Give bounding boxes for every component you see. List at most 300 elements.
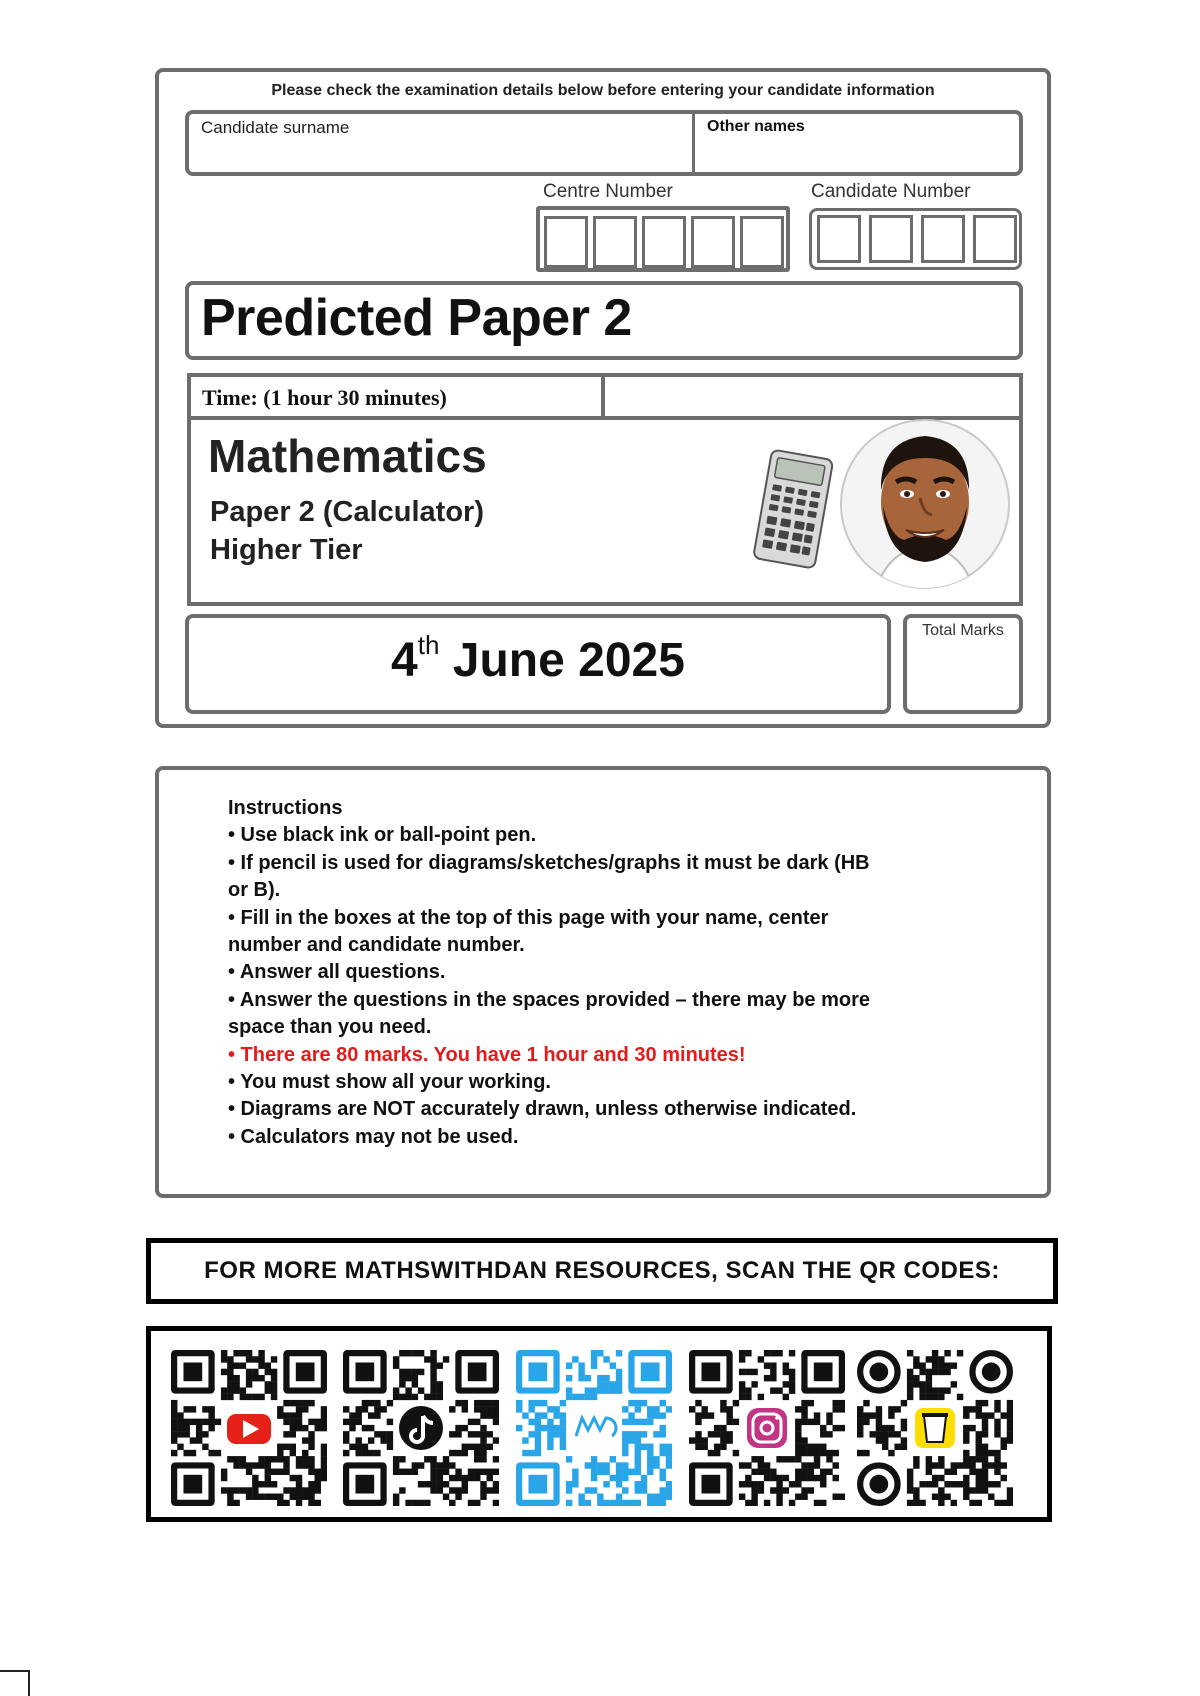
qr-module	[603, 1481, 609, 1487]
qr-module	[308, 1494, 314, 1500]
qr-module	[660, 1412, 666, 1418]
candidate-digit-1[interactable]	[817, 215, 861, 263]
qr-module	[171, 1431, 177, 1437]
qr-module	[994, 1500, 1000, 1506]
qr-module	[622, 1444, 628, 1450]
qr-module	[585, 1394, 591, 1400]
qr-module	[246, 1462, 252, 1468]
qr-module	[808, 1450, 814, 1456]
centre-digit-4[interactable]	[691, 216, 735, 268]
qr-module	[820, 1450, 826, 1456]
qr-module	[437, 1394, 443, 1400]
qr-module	[988, 1450, 994, 1456]
qr-module	[522, 1437, 528, 1443]
qr-module	[528, 1431, 534, 1437]
qr-module	[647, 1462, 653, 1468]
qr-module	[315, 1487, 321, 1493]
qr-module	[547, 1406, 553, 1412]
qr-module	[833, 1450, 839, 1456]
youtube-icon	[223, 1402, 275, 1454]
qr-module	[876, 1437, 882, 1443]
qr-module	[982, 1419, 988, 1425]
paper-number: Paper 2 (Calculator)	[210, 496, 484, 528]
instructions-heading: Instructions	[228, 797, 343, 819]
qr-module	[714, 1444, 720, 1450]
candidate-number-boxes[interactable]	[809, 208, 1022, 270]
qr-module	[591, 1356, 597, 1362]
qr-module	[290, 1431, 296, 1437]
qr-module	[795, 1456, 801, 1462]
qr-module	[770, 1469, 776, 1475]
qr-module	[666, 1456, 672, 1462]
qr-module	[951, 1462, 957, 1468]
qr-module	[963, 1475, 969, 1481]
qr-module	[560, 1425, 566, 1431]
qr-module	[271, 1375, 277, 1381]
qr-module	[951, 1500, 957, 1506]
qr-module	[252, 1394, 258, 1400]
qr-module	[641, 1419, 647, 1425]
qr-module	[455, 1469, 461, 1475]
qr-module	[296, 1462, 302, 1468]
coffee-qr-code[interactable]	[857, 1350, 1013, 1506]
qr-module	[183, 1419, 189, 1425]
qr-module	[321, 1412, 327, 1418]
qr-module	[635, 1462, 641, 1468]
qr-module	[770, 1487, 776, 1493]
qr-module	[290, 1425, 296, 1431]
qr-module	[183, 1450, 189, 1456]
qr-module	[233, 1375, 239, 1381]
qr-module	[808, 1462, 814, 1468]
qr-module	[666, 1462, 672, 1468]
qr-module	[443, 1462, 449, 1468]
qr-module	[302, 1487, 308, 1493]
qr-module	[833, 1406, 839, 1412]
qr-module	[720, 1400, 726, 1406]
qr-module	[393, 1456, 399, 1462]
qr-module	[926, 1356, 932, 1362]
qr-module	[714, 1431, 720, 1437]
qr-module	[1007, 1487, 1013, 1493]
resources-banner	[146, 1238, 1058, 1304]
qr-module	[795, 1469, 801, 1475]
qr-module	[745, 1387, 751, 1393]
qr-module	[443, 1494, 449, 1500]
qr-module	[265, 1369, 271, 1375]
qr-module	[227, 1494, 233, 1500]
qr-module	[399, 1375, 405, 1381]
paper-title: Predicted Paper 2	[201, 289, 632, 347]
qr-module	[641, 1475, 647, 1481]
qr-module	[190, 1450, 196, 1456]
qr-module	[252, 1356, 258, 1362]
qr-module	[622, 1487, 628, 1493]
qr-module	[302, 1400, 308, 1406]
qr-module	[660, 1425, 666, 1431]
qr-module	[919, 1481, 925, 1487]
qr-module	[493, 1400, 499, 1406]
qr-module	[801, 1494, 807, 1500]
qr-module	[833, 1494, 839, 1500]
qr-module	[982, 1462, 988, 1468]
qr-module	[789, 1369, 795, 1375]
youtube-qr-code[interactable]	[171, 1350, 327, 1506]
qr-module	[801, 1437, 807, 1443]
qr-module	[976, 1450, 982, 1456]
qr-module	[455, 1487, 461, 1493]
qr-module	[869, 1412, 875, 1418]
qr-module	[776, 1487, 782, 1493]
qr-module	[547, 1437, 553, 1443]
qr-module	[418, 1481, 424, 1487]
qr-module	[726, 1412, 732, 1418]
qr-module	[412, 1394, 418, 1400]
mwd-logo-icon	[568, 1402, 620, 1454]
qr-module	[271, 1481, 277, 1487]
qr-module	[814, 1444, 820, 1450]
qr-module	[227, 1369, 233, 1375]
qr-module	[258, 1481, 264, 1487]
qr-module	[290, 1450, 296, 1456]
qr-module	[277, 1412, 283, 1418]
qr-module	[258, 1494, 264, 1500]
qr-module	[783, 1456, 789, 1462]
qr-module	[343, 1431, 349, 1437]
qr-module	[641, 1431, 647, 1437]
centre-digit-2[interactable]	[593, 216, 637, 268]
qr-module	[308, 1500, 314, 1506]
qr-module	[951, 1381, 957, 1387]
qr-module	[487, 1406, 493, 1412]
qr-module	[553, 1425, 559, 1431]
qr-module	[215, 1419, 221, 1425]
qr-module	[265, 1456, 271, 1462]
qr-module	[468, 1469, 474, 1475]
centre-digit-5[interactable]	[740, 216, 784, 268]
instruction-line: • Calculators may not be used.	[228, 1125, 519, 1148]
qr-module	[405, 1500, 411, 1506]
qr-module	[430, 1369, 436, 1375]
qr-module	[720, 1425, 726, 1431]
qr-module	[720, 1431, 726, 1437]
qr-module	[801, 1469, 807, 1475]
qr-module	[660, 1469, 666, 1475]
qr-module	[647, 1406, 653, 1412]
qr-module	[246, 1469, 252, 1475]
qr-module	[789, 1375, 795, 1381]
qr-module	[412, 1381, 418, 1387]
qr-module	[233, 1362, 239, 1368]
qr-module	[591, 1456, 597, 1462]
exam-date	[185, 630, 891, 688]
qr-module	[572, 1356, 578, 1362]
qr-module	[202, 1431, 208, 1437]
instruction-line: • You must show all your working.	[228, 1071, 551, 1094]
qr-module	[591, 1387, 597, 1393]
instagram-qr-code[interactable]	[689, 1350, 845, 1506]
qr-module	[963, 1412, 969, 1418]
qr-module	[468, 1431, 474, 1437]
qr-module	[932, 1362, 938, 1368]
qr-module	[560, 1437, 566, 1443]
qr-module	[560, 1431, 566, 1437]
qr-module	[635, 1487, 641, 1493]
qr-module	[938, 1394, 944, 1400]
qr-module	[764, 1475, 770, 1481]
candidate-digit-2[interactable]	[869, 215, 913, 263]
qr-module	[1007, 1406, 1013, 1412]
qr-module	[430, 1381, 436, 1387]
qr-module	[635, 1406, 641, 1412]
qr-module	[572, 1469, 578, 1475]
qr-module	[603, 1387, 609, 1393]
qr-module	[202, 1419, 208, 1425]
qr-module	[321, 1419, 327, 1425]
qr-module	[246, 1350, 252, 1356]
qr-module	[635, 1400, 641, 1406]
qr-module	[480, 1481, 486, 1487]
qr-module	[801, 1444, 807, 1450]
qr-module	[913, 1456, 919, 1462]
qr-module	[733, 1450, 739, 1456]
qr-module	[487, 1469, 493, 1475]
qr-module	[635, 1500, 641, 1506]
qr-module	[462, 1425, 468, 1431]
qr-module	[171, 1400, 177, 1406]
qr-module	[758, 1394, 764, 1400]
qr-module	[258, 1362, 264, 1368]
qr-module	[296, 1500, 302, 1506]
qr-module	[480, 1425, 486, 1431]
qr-module	[689, 1406, 695, 1412]
other-names-field[interactable]: Other names	[707, 118, 805, 135]
qr-module	[695, 1437, 701, 1443]
qr-module	[641, 1487, 647, 1493]
qr-module	[726, 1406, 732, 1412]
qr-module	[315, 1425, 321, 1431]
qr-module	[726, 1431, 732, 1437]
qr-module	[635, 1469, 641, 1475]
qr-module	[265, 1387, 271, 1393]
qr-module	[283, 1444, 289, 1450]
qr-module	[776, 1350, 782, 1356]
qr-module	[963, 1406, 969, 1412]
qr-module	[585, 1500, 591, 1506]
qr-module	[430, 1387, 436, 1393]
qr-module	[994, 1462, 1000, 1468]
qr-module	[739, 1494, 745, 1500]
qr-module	[597, 1494, 603, 1500]
qr-module	[308, 1437, 314, 1443]
qr-module	[976, 1456, 982, 1462]
qr-module	[480, 1444, 486, 1450]
qr-module	[387, 1444, 393, 1450]
qr-module	[474, 1456, 480, 1462]
qr-module	[944, 1387, 950, 1393]
qr-module	[726, 1419, 732, 1425]
qr-module	[560, 1419, 566, 1425]
qr-module	[246, 1394, 252, 1400]
qr-module	[926, 1387, 932, 1393]
qr-module	[976, 1437, 982, 1443]
qr-module	[221, 1369, 227, 1375]
qr-module	[758, 1487, 764, 1493]
qr-module	[240, 1456, 246, 1462]
qr-module	[622, 1469, 628, 1475]
qr-module	[585, 1375, 591, 1381]
candidate-surname-field[interactable]: Candidate surname	[201, 118, 350, 137]
qr-module	[493, 1469, 499, 1475]
qr-module	[430, 1362, 436, 1368]
qr-module	[745, 1500, 751, 1506]
qr-module	[468, 1419, 474, 1425]
qr-module	[963, 1487, 969, 1493]
qr-module	[252, 1462, 258, 1468]
qr-module	[296, 1456, 302, 1462]
centre-digit-3[interactable]	[642, 216, 686, 268]
qr-module	[770, 1350, 776, 1356]
qr-module	[1001, 1500, 1007, 1506]
qr-module	[801, 1412, 807, 1418]
qr-module	[252, 1481, 258, 1487]
qr-module	[1007, 1400, 1013, 1406]
qr-module	[739, 1462, 745, 1468]
qr-module	[374, 1431, 380, 1437]
qr-module	[764, 1350, 770, 1356]
qr-module	[913, 1462, 919, 1468]
qr-module	[932, 1387, 938, 1393]
instruction-line: • Answer all questions.	[228, 961, 446, 984]
qr-module	[418, 1500, 424, 1506]
qr-module	[221, 1487, 227, 1493]
qr-module	[246, 1487, 252, 1493]
instruction-line-highlight: • There are 80 marks. You have 1 hour and 30 minutes!	[228, 1043, 746, 1066]
qr-module	[944, 1369, 950, 1375]
tiktok-qr-code[interactable]	[343, 1350, 499, 1506]
qr-module	[616, 1387, 622, 1393]
qr-module	[913, 1356, 919, 1362]
qr-module	[277, 1456, 283, 1462]
qr-module	[430, 1375, 436, 1381]
exam-notice: Please check the examination details below before entering your candidate information	[271, 82, 935, 99]
qr-module	[919, 1500, 925, 1506]
qr-module	[932, 1481, 938, 1487]
qr-module	[493, 1487, 499, 1493]
qr-module	[321, 1475, 327, 1481]
qr-module	[628, 1419, 634, 1425]
qr-module	[610, 1475, 616, 1481]
qr-module	[405, 1375, 411, 1381]
tiktok-icon	[395, 1402, 447, 1454]
qr-module	[969, 1500, 975, 1506]
qr-module	[258, 1350, 264, 1356]
qr-module	[196, 1431, 202, 1437]
qr-module	[982, 1412, 988, 1418]
qr-module	[758, 1462, 764, 1468]
qr-module	[455, 1425, 461, 1431]
qr-module	[857, 1406, 863, 1412]
qr-module	[355, 1444, 361, 1450]
qr-module	[776, 1500, 782, 1506]
qr-module	[547, 1444, 553, 1450]
qr-module	[913, 1381, 919, 1387]
qr-module	[628, 1431, 634, 1437]
qr-module	[745, 1350, 751, 1356]
qr-module	[622, 1462, 628, 1468]
qr-module	[610, 1456, 616, 1462]
qr-module	[695, 1431, 701, 1437]
exam-time: Time: (1 hour 30 minutes)	[202, 385, 447, 410]
qr-module	[283, 1462, 289, 1468]
qr-module	[913, 1487, 919, 1493]
coffee-cup-icon	[909, 1402, 961, 1454]
qr-module	[833, 1475, 839, 1481]
mathswithdan-qr-code[interactable]	[516, 1350, 672, 1506]
qr-module	[535, 1419, 541, 1425]
qr-module	[535, 1437, 541, 1443]
qr-module	[635, 1431, 641, 1437]
qr-module	[976, 1481, 982, 1487]
qr-module	[647, 1412, 653, 1418]
qr-module	[277, 1469, 283, 1475]
qr-module	[462, 1406, 468, 1412]
qr-module	[839, 1425, 845, 1431]
qr-module	[597, 1375, 603, 1381]
qr-module	[951, 1469, 957, 1475]
qr-module	[826, 1412, 832, 1418]
qr-module	[177, 1412, 183, 1418]
qr-module	[647, 1419, 653, 1425]
qr-module	[412, 1350, 418, 1356]
qr-module	[308, 1444, 314, 1450]
qr-module	[901, 1437, 907, 1443]
qr-module	[183, 1425, 189, 1431]
qr-module	[982, 1475, 988, 1481]
qr-module	[380, 1406, 386, 1412]
qr-module	[708, 1412, 714, 1418]
qr-module	[628, 1400, 634, 1406]
qr-module	[976, 1444, 982, 1450]
qr-module	[493, 1412, 499, 1418]
qr-module	[789, 1500, 795, 1506]
qr-module	[308, 1462, 314, 1468]
qr-module	[302, 1425, 308, 1431]
qr-module	[355, 1406, 361, 1412]
centre-number-boxes[interactable]	[536, 206, 790, 272]
qr-module	[399, 1381, 405, 1387]
qr-module	[418, 1350, 424, 1356]
qr-module	[283, 1431, 289, 1437]
qr-module	[994, 1419, 1000, 1425]
qr-module	[789, 1350, 795, 1356]
qr-module	[271, 1469, 277, 1475]
centre-digit-1[interactable]	[544, 216, 588, 268]
qr-module	[653, 1412, 659, 1418]
qr-module	[647, 1469, 653, 1475]
qr-module	[994, 1450, 1000, 1456]
candidate-digit-4[interactable]	[973, 215, 1017, 263]
qr-module	[474, 1431, 480, 1437]
qr-module	[493, 1419, 499, 1425]
candidate-digit-3[interactable]	[921, 215, 965, 263]
qr-module	[171, 1437, 177, 1443]
qr-module	[653, 1494, 659, 1500]
qr-module	[833, 1425, 839, 1431]
qr-module	[863, 1450, 869, 1456]
qr-finder-pattern	[860, 1465, 897, 1502]
qr-module	[196, 1437, 202, 1443]
